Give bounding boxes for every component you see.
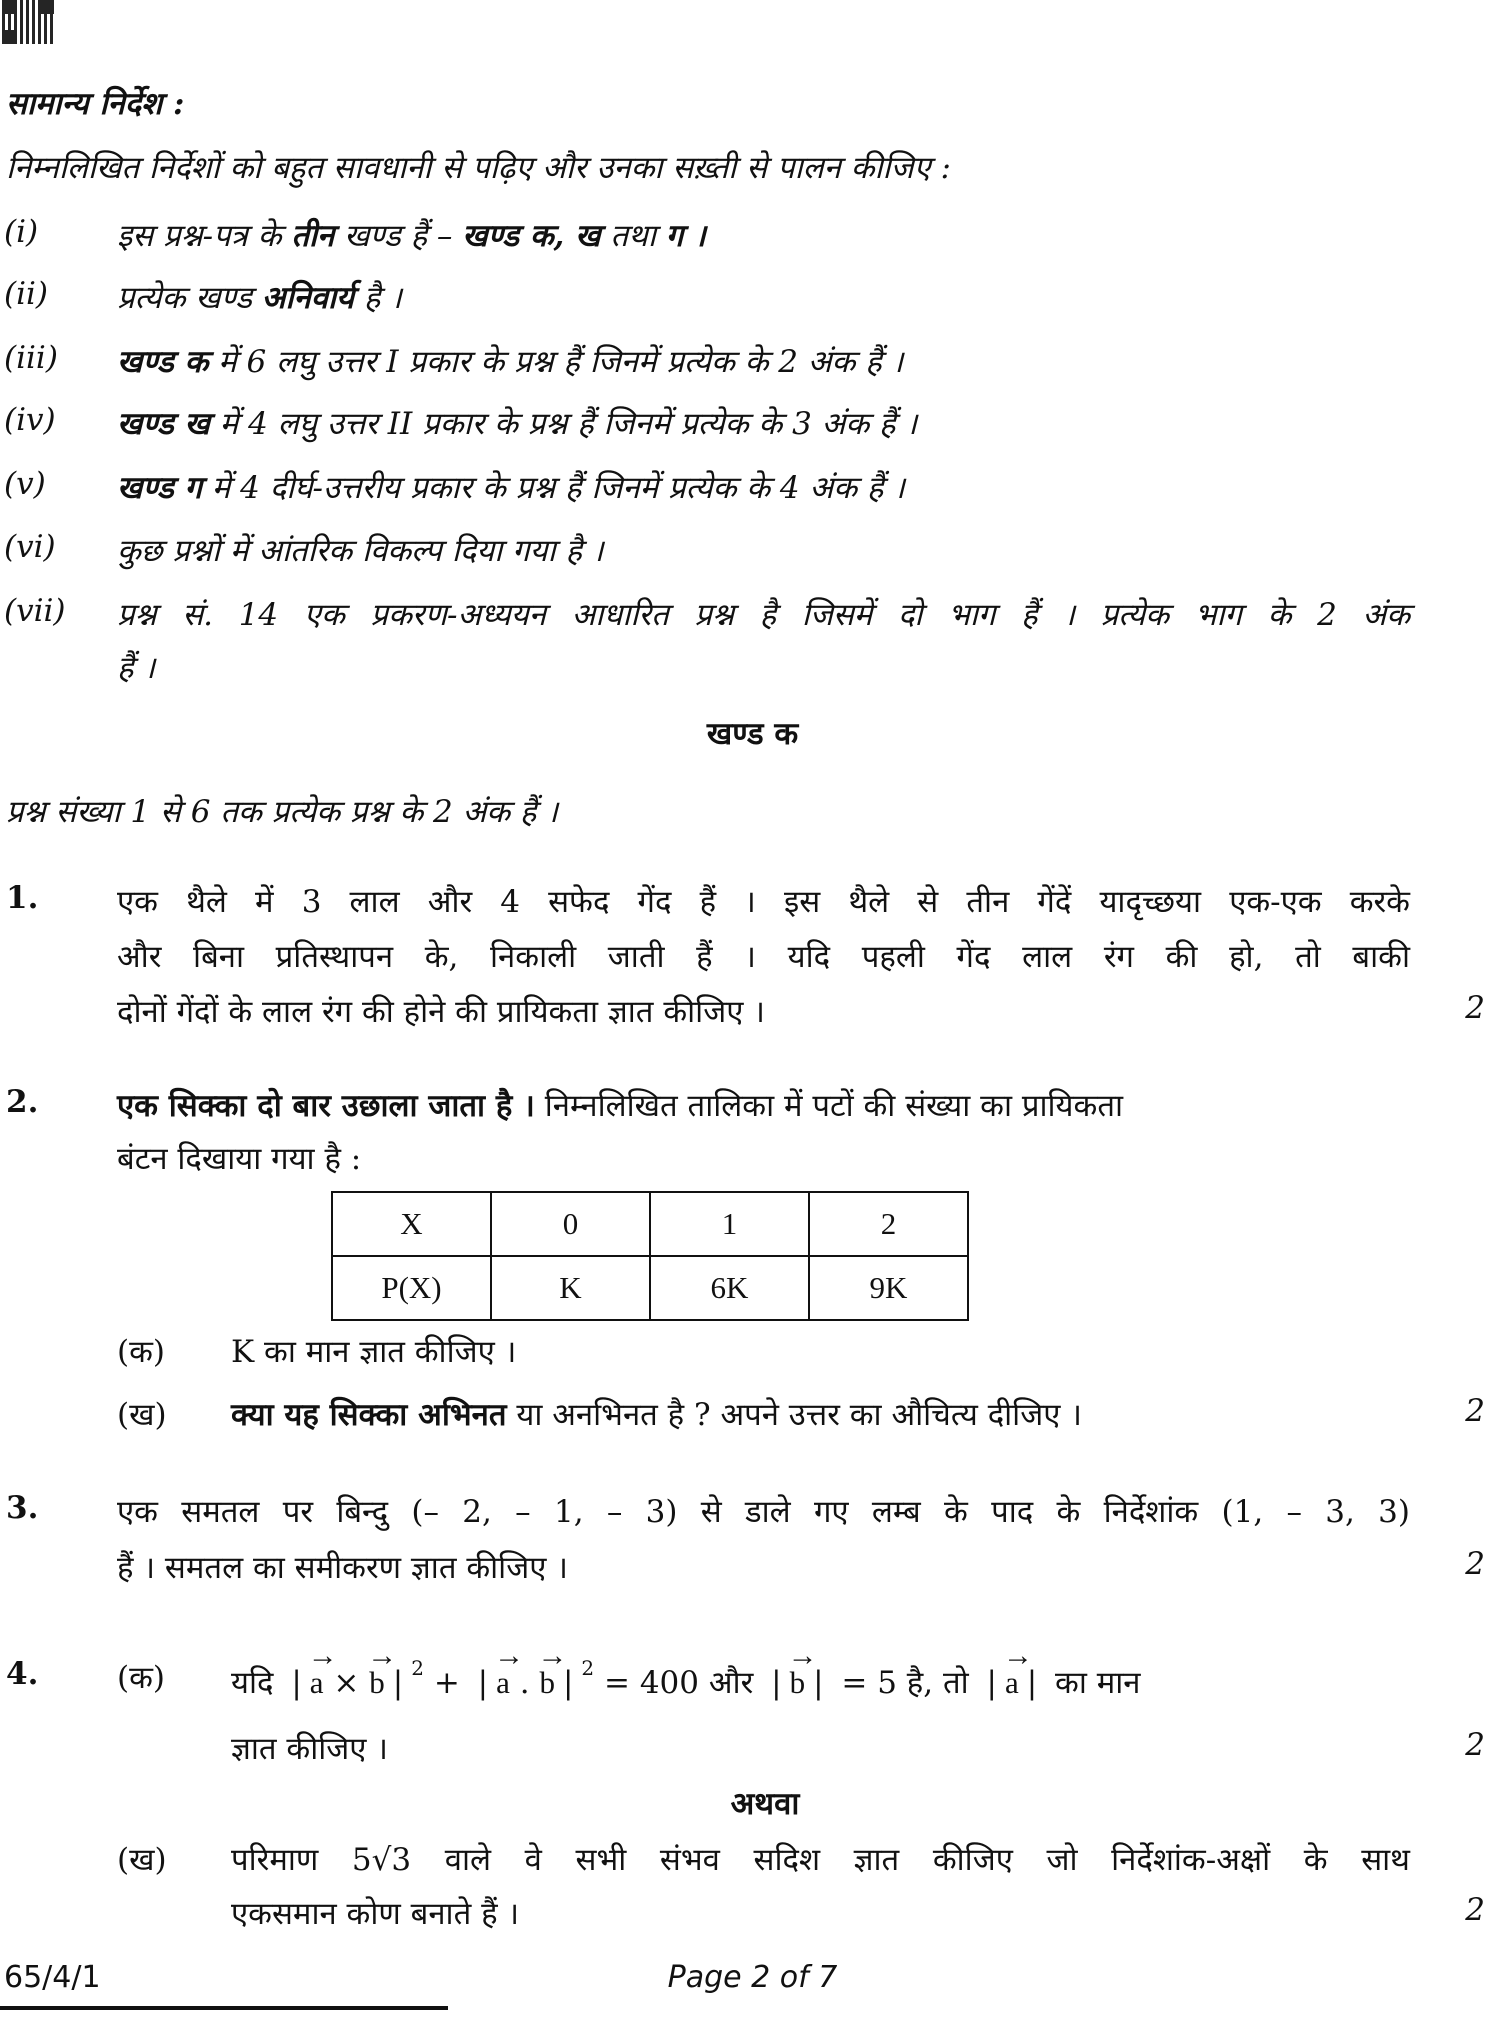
question-number: 4. bbox=[6, 1656, 39, 1692]
item-text: में 4 लघु उत्तर II प्रकार के प्रश्न हैं जिनमें प्रत्येक के 3 अंक हैं । bbox=[209, 406, 918, 442]
item-number: (i) bbox=[4, 214, 39, 250]
question-text: एक थैले में 3 लाल और 4 सफेद गेंद हैं । इस थैले से तीन गेंदें यादृच्छया एक-एक करके bbox=[117, 884, 1410, 920]
instructions-title: सामान्य निर्देश : bbox=[6, 86, 185, 122]
item-text: प्रश्न सं. 14 एक प्रकरण-अध्ययन आधारित प्रश्न है जिसमें दो भाग हैं । प्रत्येक भाग के 2 अंक bbox=[117, 597, 1410, 633]
table-cell: 0 bbox=[491, 1192, 650, 1256]
table-cell: P(X) bbox=[332, 1256, 491, 1320]
part-label: (ख) bbox=[117, 1397, 167, 1433]
item-text: प्रत्येक खण्ड bbox=[117, 280, 262, 316]
question-number: 3. bbox=[6, 1490, 39, 1526]
part-text: का मान bbox=[1055, 1665, 1141, 1701]
part-text: ज्ञात कीजिए । bbox=[231, 1731, 389, 1767]
vector-a: → a bbox=[1005, 1665, 1019, 1701]
part-text: = 5 है, तो bbox=[841, 1665, 969, 1701]
part-text: यदि bbox=[231, 1665, 274, 1701]
question-text: हैं । समतल का समीकरण ज्ञात कीजिए । bbox=[117, 1550, 568, 1586]
part-bold-text: क्या यह सिक्का अभिनत bbox=[231, 1397, 507, 1433]
item-bold: ग । bbox=[665, 218, 706, 254]
table-cell: 9K bbox=[809, 1256, 968, 1320]
part-text: परिमाण 5√3 वाले वे सभी संभव सदिश ज्ञात कीजिए जो निर्देशांक-अक्षों के साथ bbox=[231, 1842, 1410, 1878]
item-bold: खण्ड क, ख bbox=[462, 218, 601, 254]
question-number: 2. bbox=[6, 1084, 39, 1120]
item-number: (vii) bbox=[4, 593, 66, 629]
item-number: (v) bbox=[4, 466, 46, 502]
section-title: खण्ड क bbox=[706, 716, 799, 752]
question-text: निम्नलिखित तालिका में पटों की संख्या का प्रायिकता bbox=[534, 1088, 1124, 1124]
marks: 2 bbox=[1465, 1727, 1485, 1763]
table-row bbox=[332, 1256, 968, 1320]
or-separator: अथवा bbox=[730, 1786, 800, 1822]
question-text: दोनों गेंदों के लाल रंग की होने की प्रायिकता ज्ञात कीजिए । bbox=[117, 994, 765, 1030]
item-text: इस प्रश्न-पत्र के bbox=[117, 218, 292, 254]
plus-operator: + bbox=[433, 1665, 460, 1701]
vector-b: → b bbox=[369, 1665, 385, 1701]
table-cell: 2 bbox=[809, 1192, 968, 1256]
exponent: 2 bbox=[411, 1656, 424, 1680]
exponent: 2 bbox=[581, 1656, 595, 1680]
page-number: Page 2 of 7 bbox=[667, 1960, 838, 1995]
vector-equation: यदि |→ a × → b | $^2$ + |→ a . → b | $^2$ = 400 और |→ b | = 5 है, तो |→ a | का मान bbox=[231, 1656, 1410, 1703]
item-bold: अनिवार्य bbox=[261, 280, 354, 316]
part-label: (क) bbox=[117, 1334, 165, 1370]
instructions-intro: निम्नलिखित निर्देशों को बहुत सावधानी से पढ़िए और उनका सख़्ती से पालन कीजिए : bbox=[6, 150, 951, 186]
item-number: (iv) bbox=[4, 402, 56, 438]
table-cell: K bbox=[491, 1256, 650, 1320]
item-number: (ii) bbox=[4, 276, 49, 312]
item-bold: खण्ड ग bbox=[117, 470, 202, 506]
marks: 2 bbox=[1465, 1546, 1485, 1582]
probability-table bbox=[331, 1191, 969, 1321]
marks: 2 bbox=[1465, 990, 1485, 1026]
cross-operator: × bbox=[333, 1665, 360, 1701]
part-text: या अनभिनत है ? अपने उत्तर का औचित्य दीजिए । bbox=[506, 1397, 1082, 1433]
vector-a: → a bbox=[496, 1665, 510, 1701]
item-text: हैं । bbox=[117, 650, 156, 686]
vector-b: → b bbox=[790, 1665, 806, 1701]
dot-operator: . bbox=[519, 1665, 530, 1701]
question-number: 1. bbox=[6, 880, 39, 916]
question-text: और बिना प्रतिस्थापन के, निकाली जाती हैं । यदि पहली गेंद लाल रंग की हो, तो बाकी bbox=[117, 939, 1410, 975]
part-text: = 400 और bbox=[604, 1665, 754, 1701]
table-cell: X bbox=[332, 1192, 491, 1256]
footer-rule bbox=[0, 2006, 448, 2010]
marks: 2 bbox=[1465, 1892, 1485, 1928]
item-text: है । bbox=[353, 280, 402, 316]
item-number: (iii) bbox=[4, 340, 58, 376]
marks: 2 bbox=[1465, 1393, 1485, 1429]
item-bold: खण्ड क bbox=[117, 344, 209, 380]
item-text: में 6 लघु उत्तर I प्रकार के प्रश्न हैं जिनमें प्रत्येक के 2 अंक हैं । bbox=[208, 344, 904, 380]
table-cell: 6K bbox=[650, 1256, 809, 1320]
part-text: एकसमान कोण बनाते हैं । bbox=[231, 1896, 520, 1932]
paper-code: 65/4/1 bbox=[4, 1960, 101, 1995]
table-cell: 1 bbox=[650, 1192, 809, 1256]
item-text: तथा bbox=[600, 218, 666, 254]
item-text: खण्ड हैं – bbox=[334, 218, 463, 254]
question-text: एक समतल पर बिन्दु (– 2, – 1, – 3) से डाले गए लम्ब के पाद के निर्देशांक (1, – 3, 3) bbox=[117, 1494, 1410, 1530]
question-bold-text: एक सिक्का दो बार उछाला जाता है । bbox=[117, 1088, 535, 1124]
part-label: (क) bbox=[117, 1660, 165, 1696]
item-number: (vi) bbox=[4, 529, 56, 565]
question-text: बंटन दिखाया गया है : bbox=[117, 1141, 362, 1177]
vector-a: → a bbox=[310, 1665, 324, 1701]
part-label: (ख) bbox=[117, 1842, 167, 1878]
qr-code bbox=[2, 0, 54, 44]
table-row bbox=[332, 1192, 968, 1256]
item-bold: खण्ड ख bbox=[117, 406, 210, 442]
part-text: K का मान ज्ञात कीजिए । bbox=[231, 1334, 517, 1370]
item-text: में 4 दीर्घ-उत्तरीय प्रकार के प्रश्न हैं जिनमें प्रत्येक के 4 अंक हैं । bbox=[201, 470, 905, 506]
item-bold: तीन bbox=[291, 218, 335, 254]
section-note: प्रश्न संख्या 1 से 6 तक प्रत्येक प्रश्न के 2 अंक हैं । bbox=[6, 794, 558, 830]
item-text: कुछ प्रश्नों में आंतरिक विकल्प दिया गया है । bbox=[117, 533, 604, 569]
vector-b: → b bbox=[539, 1665, 555, 1701]
